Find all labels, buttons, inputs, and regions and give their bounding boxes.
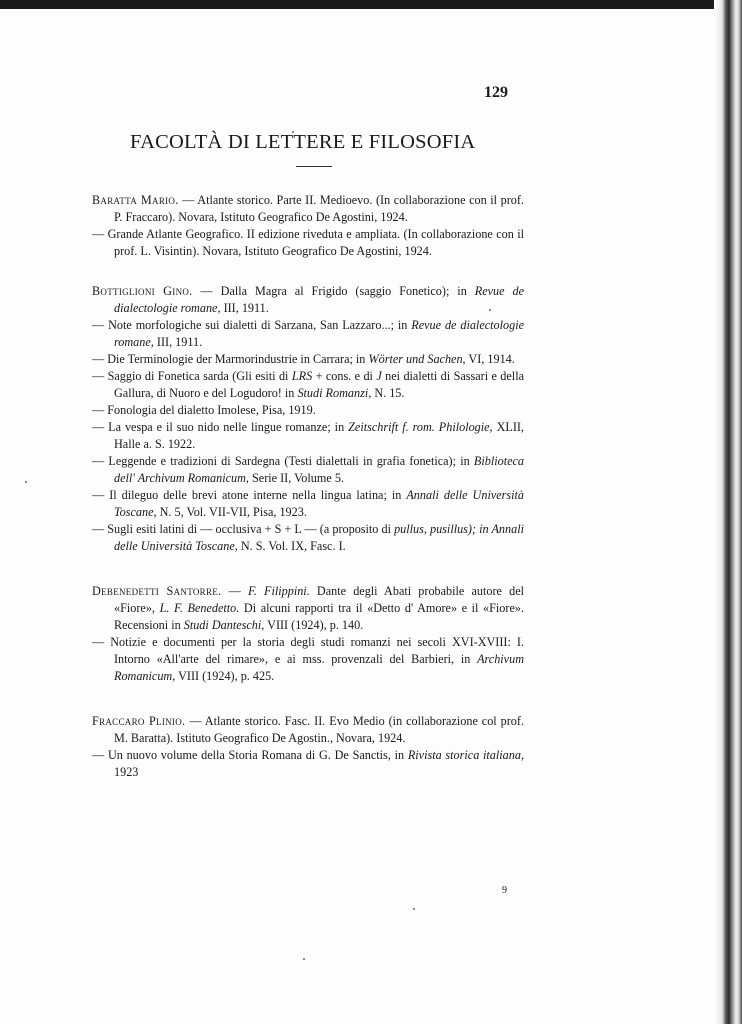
bibliography-entry: Debenedetti Santorre. — F. Filippini. Dante degli Abati probabile autore del «Fiore», L. F. Benedetto. Di alcuni rapporti tra il «Detto d' Amore» e il «Fiore». Recensioni in Studi Danteschi, VIII (1924), p. 140. bbox=[92, 584, 524, 632]
scan-speck bbox=[413, 908, 415, 910]
scan-speck bbox=[303, 958, 305, 960]
bibliography-entry: — Sugli esiti latini di — occlusiva + S + L — (a proposito di pullus, pusillus); in Annali delle Università Toscane, N. S. Vol. IX, Fasc. I. bbox=[92, 522, 524, 553]
bibliography-entry: — Il dileguo delle brevi atone interne nella lingua latina; in Annali delle Università Toscane, N. 5, Vol. VII-VII, Pisa, 1923. bbox=[92, 488, 524, 519]
page-title: FACOLTÀ DI LETTERE E FILOSOFIA bbox=[130, 131, 476, 153]
bibliography bbox=[92, 192, 524, 781]
page-number: 129 bbox=[484, 84, 508, 101]
bibliography-entry: Bottiglioni Gino. — Dalla Magra al Frigido (saggio Fonetico); in Revue de dialectologie romane, III, 1911. bbox=[92, 284, 525, 315]
scan-right-edge bbox=[714, 0, 742, 1024]
bibliography-entry: Fraccaro Plinio. — Atlante storico. Fasc. II. Evo Medio (in collaborazione col prof. M. Baratta). Istituto Geografico De Agostin., Novara, 1924. bbox=[92, 714, 525, 745]
scan-top-border bbox=[0, 0, 742, 9]
bibliography-entry: — Note morfologiche sui dialetti di Sarzana, San Lazzaro...; in Revue de dialectologie romane, III, 1911. bbox=[92, 318, 524, 349]
bibliography-entry: — Die Terminologie der Marmorindustrie in Carrara; in Wörter und Sachen, VI, 1914. bbox=[92, 352, 515, 366]
scan-speck bbox=[25, 481, 27, 483]
bibliography-entry: — Fonologia del dialetto Imolese, Pisa, 1919. bbox=[92, 403, 316, 417]
title-divider bbox=[296, 166, 332, 167]
bibliography-entry: Baratta Mario. — Atlante storico. Parte II. Medioevo. (In collaborazione con il prof. P. Fraccaro). Novara, Istituto Geografico De Agostini, 1924. bbox=[92, 193, 525, 224]
signature-mark: 9 bbox=[502, 885, 507, 896]
bibliography-entry: — Saggio di Fonetica sarda (Gli esiti di LRS + cons. e di J nei dialetti di Sassari e della Gallura, di Nuoro e del Logudoro! in Studi Romanzi, N. 15. bbox=[92, 369, 524, 400]
bibliography-entry: — Un nuovo volume della Storia Romana di G. De Sanctis, in Rivista storica italiana, 1923 bbox=[92, 748, 525, 779]
bibliography-entry: — La vespa e il suo nido nelle lingue romanze; in Zeitschrift f. rom. Philologie, XLII, Halle a. S. 1922. bbox=[92, 420, 524, 451]
bibliography-entry: — Leggende e tradizioni di Sardegna (Testi dialettali in grafia fonetica); in Biblioteca dell' Archivum Romanicum, Serie II, Volume 5. bbox=[92, 454, 524, 485]
bibliography-entry: — Notizie e documenti per la storia degli studi romanzi nei secoli XVI-XVIII: I. Intorno «All'arte del rimare», e ai mss. provenzali del Barbieri, in Archivum Romanicum, VIII (1924), p. 425. bbox=[92, 635, 524, 683]
bibliography-entry: — Grande Atlante Geografico. II edizione riveduta e ampliata. (In collaborazione con il prof. L. Visintin). Novara, Istituto Geografico De Agostini, 1924. bbox=[92, 227, 524, 258]
